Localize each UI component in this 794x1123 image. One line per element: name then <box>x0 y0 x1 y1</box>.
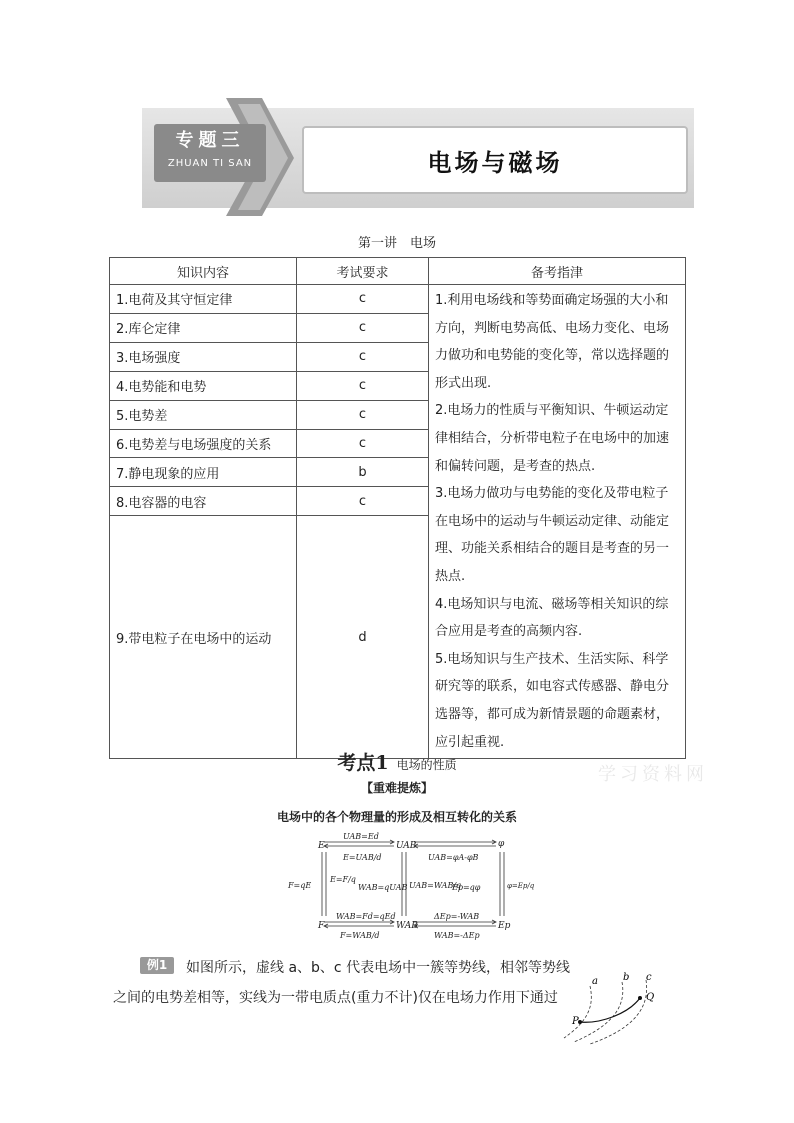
keypoint-label: 考点1 <box>337 752 389 774</box>
guide-paragraph: 5.电场知识与生产技术、生活实际、科学研究等的联系，如电容式传感器、静电分选器等，都可成为新情景题的命题素材，应引起重视. <box>435 651 670 750</box>
requirement-level: c <box>297 487 429 516</box>
guide-paragraph: 2.电场力的性质与平衡知识、牛顿运动定律相结合，分析带电粒子在电场中的加速和偏转问题，是考查的热点. <box>435 403 670 474</box>
diagram-title: 电场中的各个物理量的形成及相互转化的关系 <box>276 810 517 824</box>
equipotential-line-a <box>564 986 591 1038</box>
node-E: E <box>318 841 325 851</box>
label-a: a <box>592 976 598 987</box>
chapter-banner <box>142 96 694 216</box>
table-header-row <box>110 258 686 285</box>
formula: ΔEp=-WAB <box>434 912 480 921</box>
watermark: 学习资料网 <box>598 764 708 785</box>
formula: WAB=Fd=qEd <box>336 912 396 921</box>
relationship-diagram <box>288 832 535 952</box>
knowledge-item: 7.静电现象的应用 <box>110 458 297 487</box>
formula: UAB=φA-φB <box>428 853 479 862</box>
example-text-line: 之间的电势差相等，实线为一带电质点(重力不计)仅在电场力作用下通过 <box>113 990 558 1006</box>
trajectory-line <box>580 998 640 1022</box>
formula: WAB=-ΔEp <box>434 931 480 940</box>
requirement-level: c <box>297 400 429 429</box>
knowledge-item: 6.电势差与电场强度的关系 <box>110 429 297 458</box>
node-WAB: WAB <box>396 921 418 931</box>
formula: UAB=Ed <box>343 832 379 841</box>
formula: E=UAB/d <box>343 853 382 862</box>
knowledge-item: 1.电荷及其守恒定律 <box>110 285 297 314</box>
header-guide: 备考指津 <box>429 258 686 285</box>
topic-pinyin: ZHUAN TI SAN <box>167 158 253 169</box>
example-badge: 例1 <box>140 957 174 974</box>
header-content: 知识内容 <box>110 258 297 285</box>
knowledge-item: 9.带电粒子在电场中的运动 <box>110 516 297 759</box>
node-F: F <box>318 921 325 931</box>
formula: UAB=WAB/q <box>409 881 462 890</box>
requirement-level: c <box>297 342 429 371</box>
chapter-title: 电场与磁场 <box>427 148 563 177</box>
example-text-line: 如图所示，虚线 a、b、c 代表电场中一簇等势线，相邻等势线 <box>186 960 571 976</box>
label-b: b <box>623 972 630 983</box>
knowledge-table <box>109 257 686 759</box>
requirement-level: c <box>297 371 429 400</box>
knowledge-item: 4.电势能和电势 <box>110 371 297 400</box>
label-c: c <box>646 972 652 983</box>
header-requirement: 考试要求 <box>297 258 429 285</box>
formula: F=WAB/d <box>340 931 380 940</box>
formula: WAB=qUAB <box>358 883 408 892</box>
knowledge-item: 2.库仑定律 <box>110 313 297 342</box>
topic-label: 专题三 <box>175 130 245 151</box>
equipotential-figure <box>560 968 670 1044</box>
requirement-level: c <box>297 285 429 314</box>
knowledge-item: 3.电场强度 <box>110 342 297 371</box>
point-Q <box>638 996 642 1000</box>
equipotential-line-c <box>590 980 647 1044</box>
requirement-level: b <box>297 458 429 487</box>
knowledge-item: 8.电容器的电容 <box>110 487 297 516</box>
keypoint-subtitle: 电场的性质 <box>396 758 457 772</box>
formula: F=qE <box>288 881 312 890</box>
formula: E=F/q <box>330 875 356 884</box>
formula: φ=Ep/q <box>507 882 535 890</box>
guide-paragraph: 3.电场力做功与电势能的变化及带电粒子在电场中的运动与牛顿运动定律、动能定理、功能关系相结合的题目是考查的另一热点. <box>435 486 670 584</box>
node-UAB: UAB <box>396 841 417 851</box>
label-Q: Q <box>646 992 655 1003</box>
label-P: P <box>572 1016 579 1027</box>
requirement-level: c <box>297 429 429 458</box>
drill-label: 【重难提炼】 <box>360 781 433 795</box>
guide-paragraph: 1.利用电场线和等势面确定场强的大小和方向，判断电势高低、电场力变化、电场力做功和电势能的变化等，常以选择题的形式出现. <box>435 293 670 391</box>
formula: Ep=qφ <box>452 883 481 892</box>
guide-paragraph: 4.电场知识与电流、磁场等相关知识的综合应用是考查的高频内容. <box>435 596 669 640</box>
requirement-level: c <box>297 313 429 342</box>
lecture-title: 第一讲 电场 <box>357 236 436 251</box>
table-row <box>110 285 686 314</box>
keypoint-heading <box>0 748 794 775</box>
node-Ep: Ep <box>498 921 511 931</box>
guide-cell <box>429 285 686 759</box>
node-phi: φ <box>498 839 505 849</box>
knowledge-item: 5.电势差 <box>110 400 297 429</box>
requirement-level: d <box>297 516 429 759</box>
